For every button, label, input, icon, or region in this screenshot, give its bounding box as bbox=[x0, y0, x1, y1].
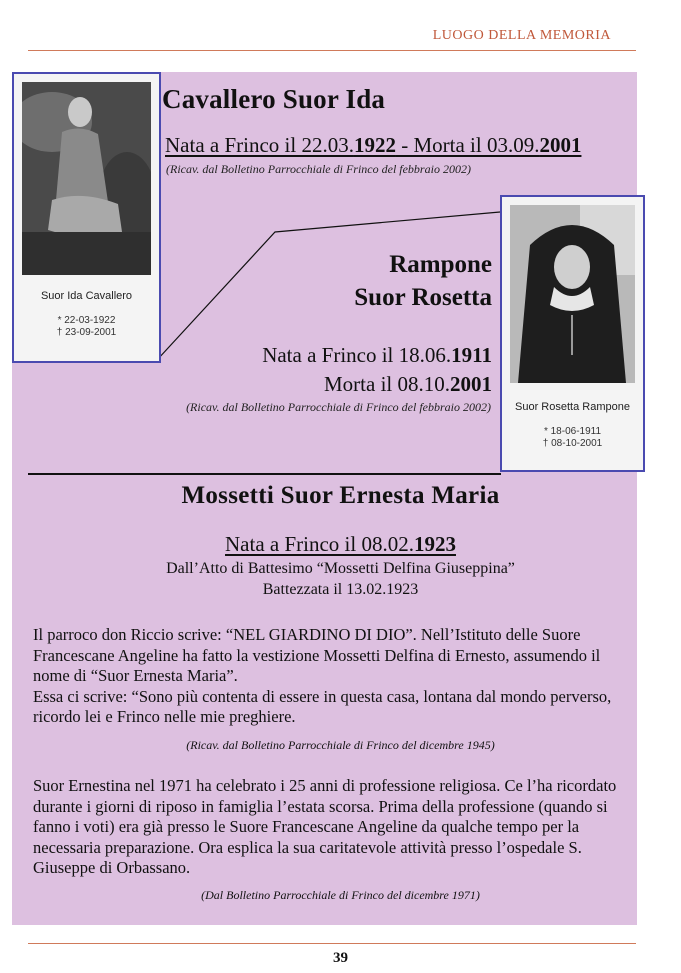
running-title: LUOGO DELLA MEMORIA bbox=[432, 28, 611, 43]
rosetta-born-year: 1911 bbox=[451, 343, 492, 367]
rosetta-source: (Ricav. dal Bolletino Parrocchiale di Frinco del febbraio 2002) bbox=[186, 400, 491, 414]
ernesta-paragraph-2: Suor Ernestina nel 1971 ha celebrato i 25 anni di professione religiosa. Ce l’ha ricordato durante i giorni di riposo in famiglia l’estata scorsa. Prima della professione (quando si fanno i voti) era già presso le Suore Francescane Angeline da qualche tempo per la necessaria preparazione. Ora esplica la sua caritatevole attività presso l’ospedale S. Giuseppe di Orbassano. bbox=[33, 776, 617, 877]
ernesta-baptism bbox=[0, 558, 681, 600]
ida-photo-card bbox=[12, 72, 161, 363]
ida-death-year: 2001 bbox=[539, 133, 582, 157]
ida-photo-caption-dates bbox=[14, 315, 159, 339]
ernesta-born-prefix: Nata a Frinco il 08.02. bbox=[225, 532, 414, 556]
ida-title: Cavallero Suor Ida bbox=[162, 84, 386, 114]
ernesta-baptism-line1: Dall’Atto di Battesimo “Mossetti Delfina Giuseppina” bbox=[166, 560, 515, 577]
rosetta-photo-birth: * 18-06-1911 bbox=[543, 426, 602, 437]
ida-photo-death: † 23-09-2001 bbox=[56, 327, 117, 338]
ernesta-born-year: 1923 bbox=[413, 532, 456, 556]
ernesta-source-1: (Ricav. dal Bolletino Parrocchiale di Frinco del dicembre 1945) bbox=[186, 738, 495, 752]
rosetta-title bbox=[354, 248, 492, 314]
ernesta-title: Mossetti Suor Ernesta Maria bbox=[181, 482, 500, 509]
rosetta-photo-death: † 08-10-2001 bbox=[542, 438, 603, 449]
rosetta-dates bbox=[262, 341, 492, 399]
rosetta-born bbox=[262, 341, 492, 370]
footer-rule bbox=[28, 943, 636, 944]
ida-portrait-photo bbox=[22, 82, 151, 275]
rosetta-died bbox=[262, 370, 492, 399]
rosetta-portrait-photo bbox=[510, 205, 635, 383]
ernesta-source-2: (Dal Bolletino Parrocchiale di Frinco del dicembre 1971) bbox=[201, 888, 480, 902]
ida-dates-prefix: Nata a Frinco il 22.03. bbox=[165, 133, 354, 157]
rosetta-photo-caption-name: Suor Rosetta Rampone bbox=[515, 401, 630, 413]
ida-photo-caption-name: Suor Ida Cavallero bbox=[40, 290, 133, 302]
rosetta-died-prefix: Morta il 08.10. bbox=[324, 372, 450, 396]
ida-dates-mid: - Morta il 03.09. bbox=[395, 133, 540, 157]
rosetta-title-line1: Rampone bbox=[389, 251, 492, 278]
ida-dates bbox=[165, 133, 581, 158]
ernesta-paragraph-1: Il parroco don Riccio scrive: “NEL GIARDINO DI DIO”. Nell’Istituto delle Suore Francescane Angeline ha fatto la vestizione Mossetti Delfina di Ernesto, assumendo il nome di “Suor Ernesta Maria”. Essa ci scrive: “Sono più contenta di essere in questa casa, lontana dal mondo perverso, ricordo lei e Frinco nelle mie preghiere. bbox=[33, 625, 612, 726]
ida-birth-year: 1922 bbox=[353, 133, 396, 157]
rosetta-photo-card bbox=[500, 195, 645, 472]
ernesta-born bbox=[0, 532, 681, 557]
section-divider bbox=[28, 473, 501, 475]
rosetta-born-prefix: Nata a Frinco il 18.06. bbox=[262, 343, 452, 367]
rosetta-title-line2: Suor Rosetta bbox=[354, 284, 492, 311]
rosetta-photo-caption-dates bbox=[502, 426, 643, 450]
rosetta-died-year: 2001 bbox=[450, 372, 492, 396]
ida-photo-birth: * 22-03-1922 bbox=[57, 315, 116, 326]
page-number: 39 bbox=[333, 950, 348, 966]
ernesta-baptism-line2: Battezzata il 13.02.1923 bbox=[262, 581, 419, 598]
ida-source: (Ricav. dal Bolletino Parrocchiale di Frinco del febbraio 2002) bbox=[166, 162, 471, 176]
